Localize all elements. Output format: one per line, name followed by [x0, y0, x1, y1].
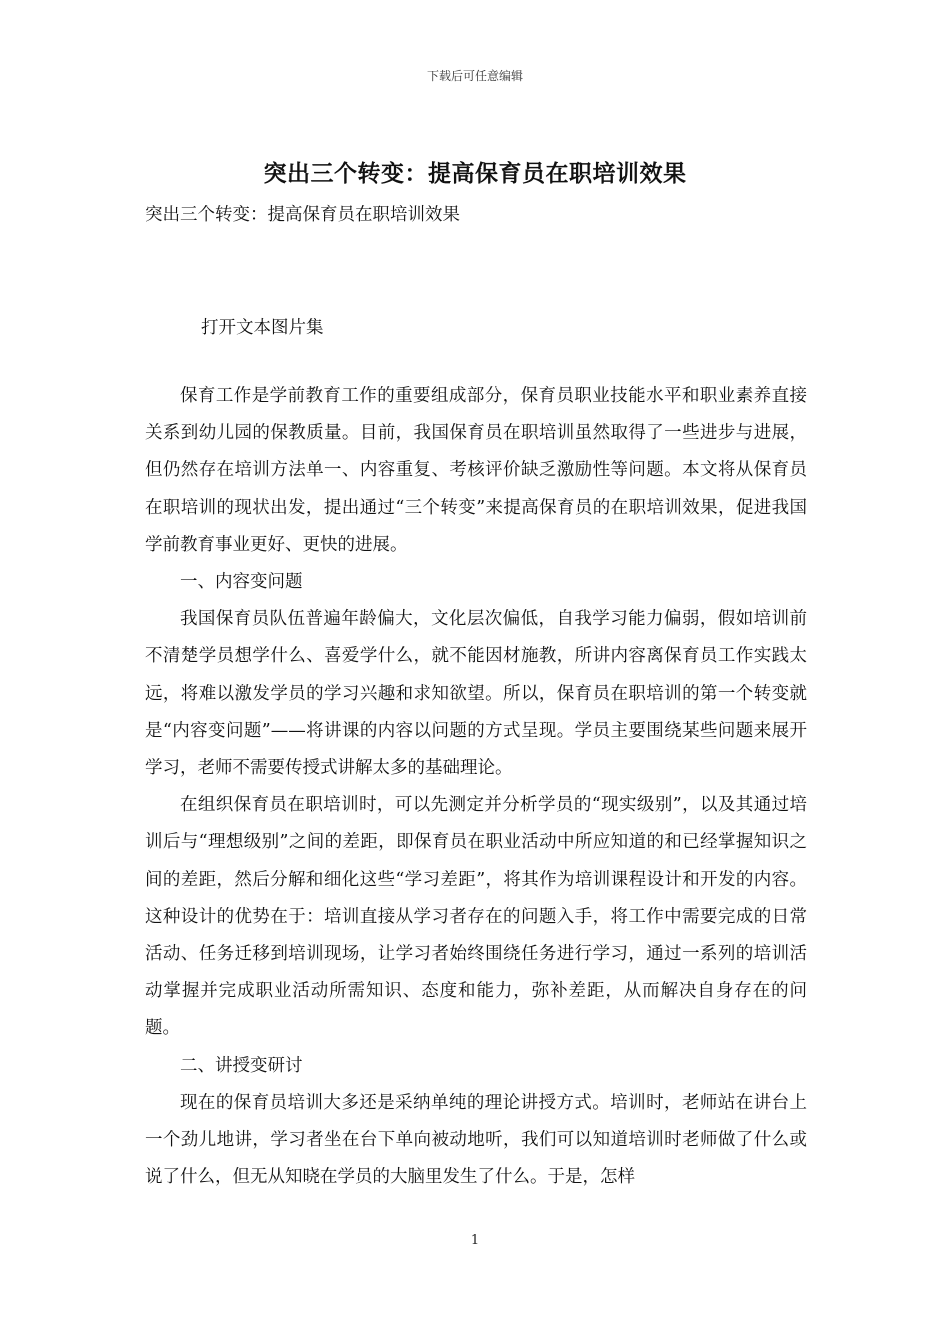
section-heading-1: 一、内容变问题	[180, 572, 303, 593]
paragraph: 我国保育员队伍普遍年龄偏大，文化层次偏低，自我学习能力偏弱，假如培训前不清楚学员想学什么、喜爱学什么，就不能因材施教，所讲内容离保育员工作实践太远，将难以激发学员的学习兴趣和求知欲望。所以，保育员在职培训的第一个转变就是“内容变问题”——将讲课的内容以问题的方式呈现。学员主要围绕某些问题来展开学习，老师不需要传授式讲解太多的基础理论。	[145, 609, 807, 779]
document-title: 突出三个转变：提高保育员在职培训效果	[263, 160, 687, 187]
paragraph: 在组织保育员在职培训时，可以先测定并分析学员的“现实级别”，以及其通过培训后与“理想级别”之间的差距，即保育员在职业活动中所应知道的和已经掌握知识之间的差距，然后分解和细化这些“学习差距”，将其作为培训课程设计和开发的内容。这种设计的优势在于：培训直接从学习者存在的问题入手，将工作中需要完成的日常活动、任务迁移到培训现场，让学习者始终围绕任务进行学习，通过一系列的培训活动掌握并完成职业活动所需知识、态度和能力，弥补差距，从而解决自身存在的问题。	[145, 795, 807, 1039]
document-subtitle[interactable]: 突出三个转变：提高保育员在职培训效果	[145, 205, 460, 225]
header-note: 下载后可任意编辑	[426, 69, 523, 83]
document-body	[145, 378, 807, 1196]
paragraph: 现在的保育员培训大多还是采纳单纯的理论讲授方式。培训时，老师站在讲台上一个劲儿地讲，学习者坐在台下单向被动地听，我们可以知道培训时老师做了什么或说了什么，但无从知晓在学员的大脑里发生了什么。于是，怎样	[145, 1092, 807, 1188]
image-gallery-link[interactable]: 打开文本图片集	[201, 318, 324, 338]
section-heading-2: 二、讲授变研讨	[180, 1055, 303, 1076]
page-number: 1	[470, 1233, 480, 1248]
paragraph-intro: 保育工作是学前教育工作的重要组成部分，保育员职业技能水平和职业素养直接关系到幼儿园的保教质量。目前，我国保育员在职培训虽然取得了一些进步与进展，但仍然存在培训方法单一、内容重复、考核评价缺乏激励性等问题。本文将从保育员在职培训的现状出发，提出通过“三个转变”来提高保育员的在职培训效果，促进我国学前教育事业更好、更快的进展。	[145, 386, 807, 555]
